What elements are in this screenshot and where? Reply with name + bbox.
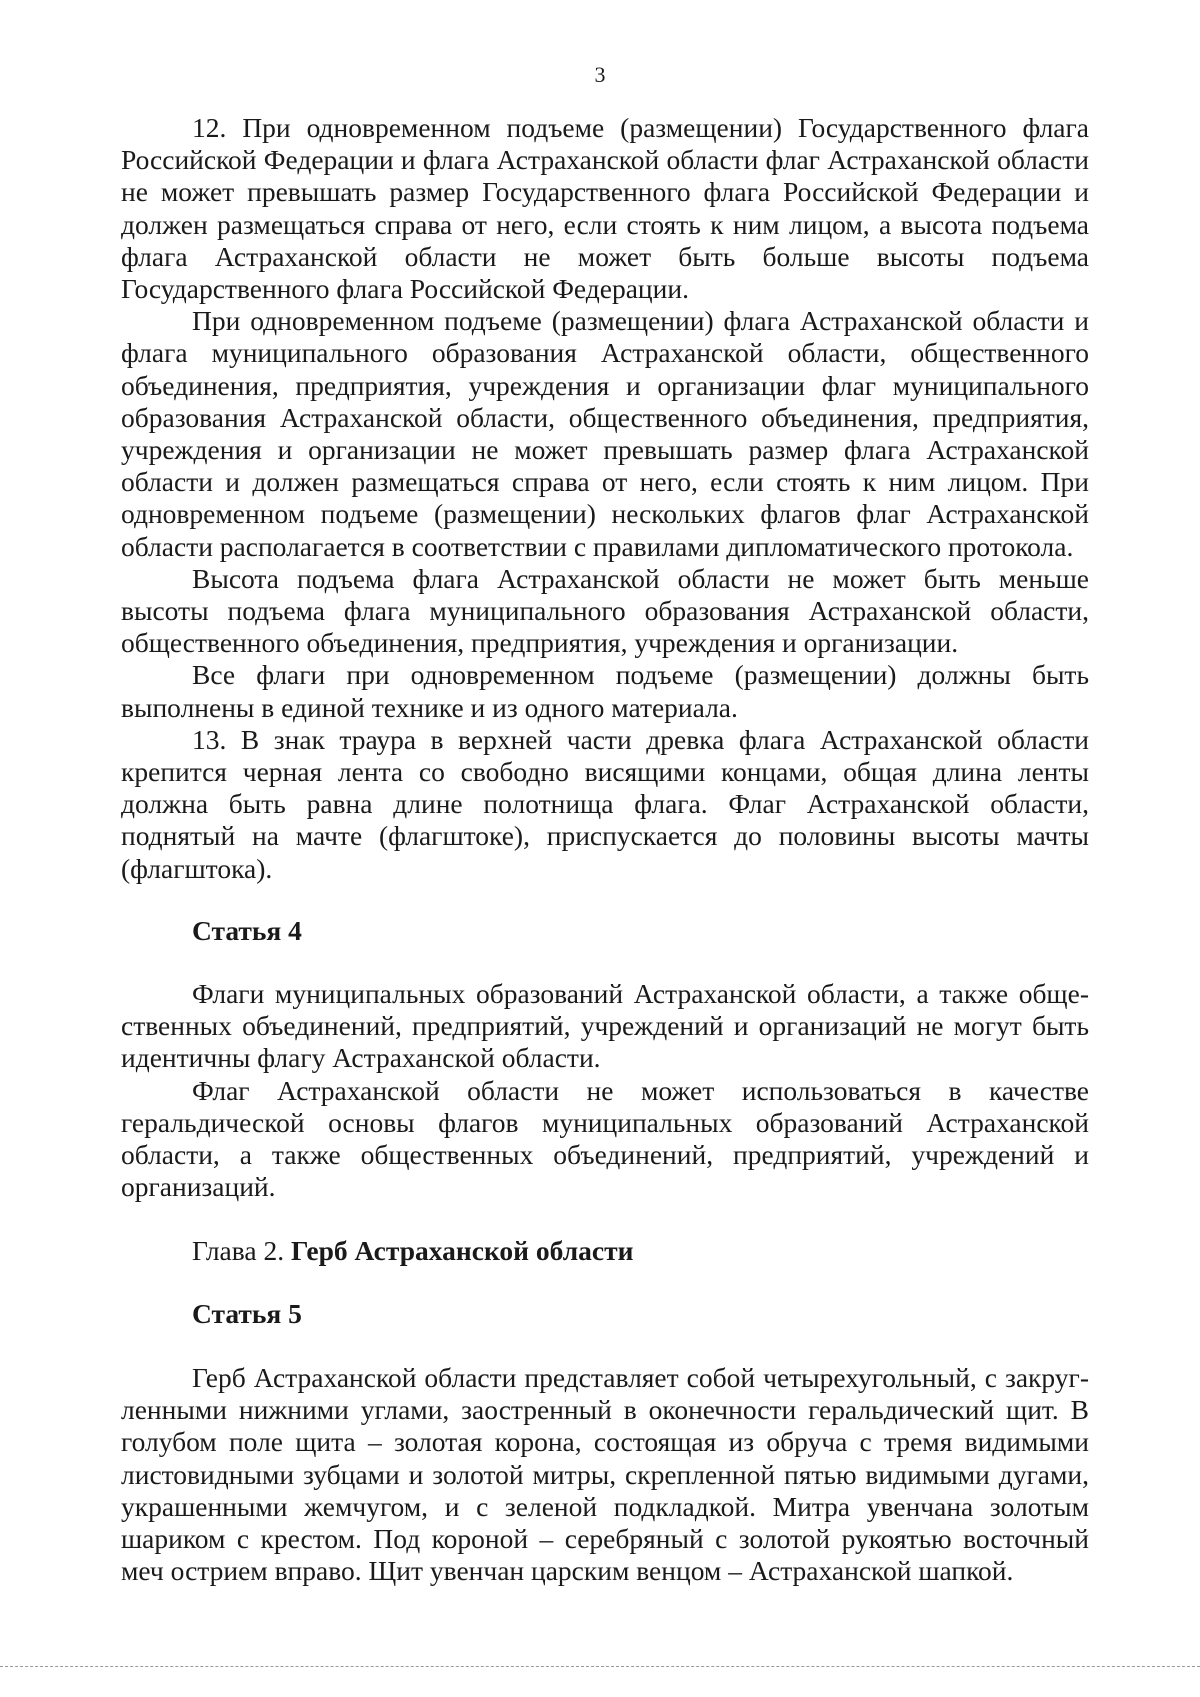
page-number: 3	[594, 62, 606, 87]
paragraph-article-4-identity: Флаги муниципальных образований Астраханской области, а также общественных объединений, предприятий, учреждений и организаций не могут быть идентичны флагу Астраханской области.	[121, 978, 1089, 1074]
paragraph-12: 12. При одновременном подъеме (размещении) Государственного флага Российской Федерации и флага Астраханской области флаг Астраханской области не может превышать размер Государственного флага Российской Федерации и должен размещаться справа от него, если стоять к ним лицом, а высота подъема флага Астраханской области не может быть больше высоты подъема Государственного флага Российской Федерации.	[121, 112, 1089, 305]
article-4-heading: Статья 4	[192, 914, 302, 946]
paragraph-same-technique: Все флаги при одновременном подъеме (размещении) должны быть выполнены в единой технике и из одного материала.	[121, 659, 1089, 723]
document-body	[121, 112, 1089, 1587]
paragraph-simultaneous-raising: При одновременном подъеме (размещении) флага Астраханской области и флага муниципального образования Астраханской области, общественного объединения, предприятия, учреждения и организации флаг муниципального образования Астраханской области, общественного объединения, предприятия, учреждения и организации не может превышать размер флага Астраханской области и должен размещаться справа от него, если стоять к ним лицом. При одновременном подъеме (размещении) нескольких флагов флаг Астраханской области располагается в соответствии с правилами дипломатического протокола.	[121, 305, 1089, 562]
article-5-heading: Статья 5	[192, 1297, 302, 1329]
chapter-2-prefix: Глава 2.	[192, 1234, 291, 1266]
chapter-2-heading	[121, 1235, 1089, 1267]
paragraph-13-mourning: 13. В знак траура в верхней части древка флага Астраханской области крепится черная лента со свободно висящими концами, общая длина ленты должна быть равна длине полотнища флага. Флаг Астраханской области, поднятый на мачте (флагштоке), приспускается до половины высоты мачты (флагштока).	[121, 723, 1089, 884]
scan-bottom-edge-line	[0, 1666, 1200, 1667]
chapter-2-title: Герб Астраханской области	[290, 1234, 634, 1266]
paragraph-coat-of-arms-description: Герб Астраханской области представляет собой четырехугольный, с закругленными нижними углами, заостренный в оконечности геральдический щит. В голубом поле щита – золотая корона, состоящая из обруча с тремя видимыми листовидными зубцами и золотой митры, скрепленной пятью видимыми дугами, украшенными жемчугом, и с зеленой подкладкой. Митра увенчана золотым шариком с крестом. Под короной – серебряный с золотой рукоятью восточный меч острием вправо. Щит увенчан царским венцом – Астраханской шапкой.	[121, 1361, 1089, 1587]
paragraph-article-4-heraldic-basis: Флаг Астраханской области не может использоваться в качестве геральдической основы флагов муниципальных образований Астраханской области, а также общественных объединений, предприятий, учреждений и организаций.	[121, 1074, 1089, 1203]
paragraph-raising-height: Высота подъема флага Астраханской области не может быть меньше высоты подъема флага муниципального образования Астраханской области, общественного объединения, предприятия, учреждения и организации.	[121, 562, 1089, 659]
